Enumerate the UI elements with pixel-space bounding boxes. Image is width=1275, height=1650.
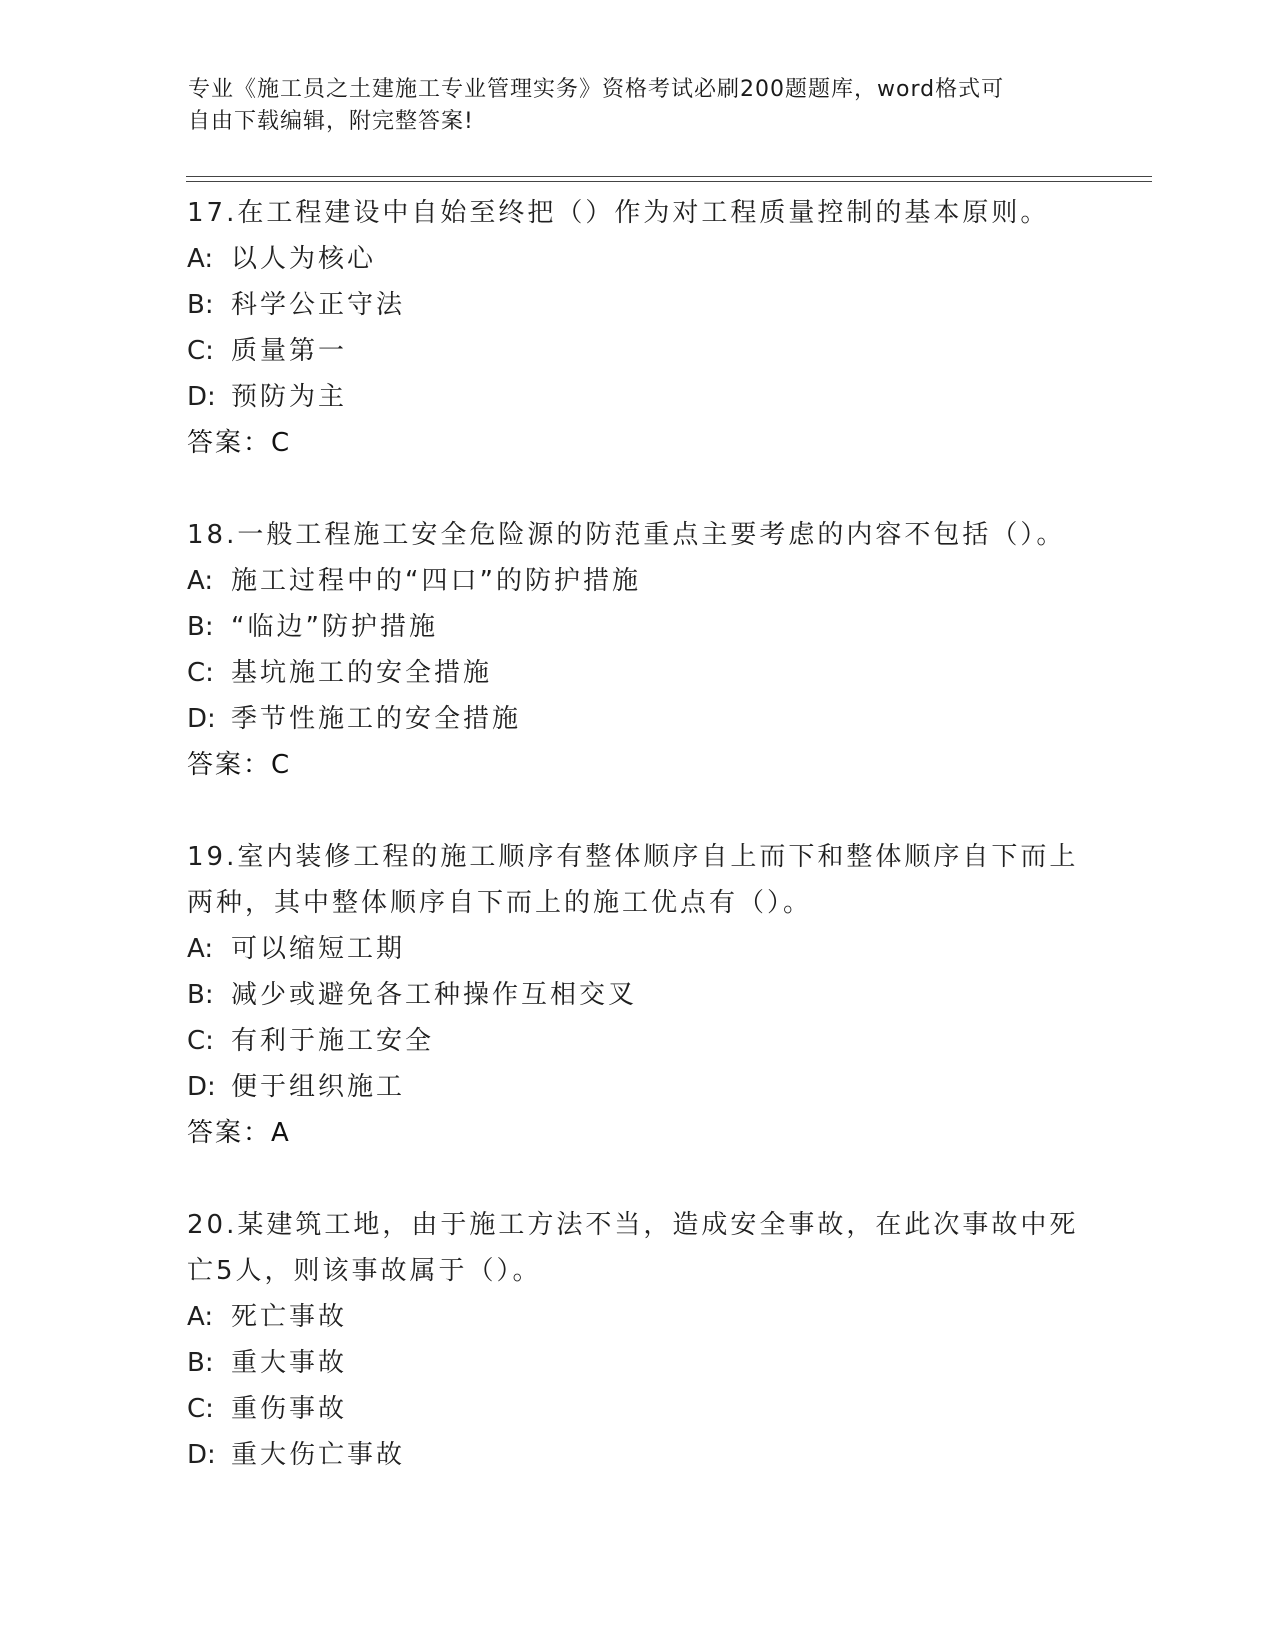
question-stem: 19.室内装修工程的施工顺序有整体顺序自上而下和整体顺序自下而上	[187, 842, 1079, 872]
option-key: C:	[187, 1026, 214, 1056]
answer-option	[187, 604, 1087, 650]
question-stem: 两种，其中整体顺序自下而上的施工优点有（）。	[187, 888, 813, 918]
header-divider-top	[186, 176, 1152, 177]
question-list	[187, 190, 1087, 1524]
option-key: A:	[187, 1302, 214, 1332]
answer-line: 答案：C	[187, 428, 292, 458]
option-text: 便于组织施工	[231, 1072, 406, 1102]
option-text: 基坑施工的安全措施	[231, 658, 493, 688]
answer-option	[187, 972, 1087, 1018]
answer-option	[187, 282, 1087, 328]
header-divider-bottom	[186, 181, 1152, 182]
header-line-1: 专业《施工员之土建施工专业管理实务》资格考试必刷200题题库，word格式可	[188, 77, 1005, 102]
option-key: A:	[187, 566, 214, 596]
option-text: 质量第一	[231, 336, 348, 366]
answer-option	[187, 374, 1087, 420]
answer-option	[187, 558, 1087, 604]
answer-option	[187, 1432, 1087, 1478]
answer-line: 答案：A	[187, 1118, 291, 1148]
answer-option	[187, 650, 1087, 696]
option-text: 重大伤亡事故	[231, 1440, 406, 1470]
answer-option	[187, 696, 1087, 742]
option-text: 季节性施工的安全措施	[231, 704, 522, 734]
option-key: B:	[187, 1348, 214, 1378]
option-text: 预防为主	[231, 382, 348, 412]
option-text: 科学公正守法	[231, 290, 406, 320]
option-text: 重大事故	[231, 1348, 348, 1378]
answer-option	[187, 926, 1087, 972]
option-key: C:	[187, 336, 214, 366]
option-text: 有利于施工安全	[231, 1026, 435, 1056]
question-block	[187, 512, 1087, 788]
option-text: 死亡事故	[231, 1302, 348, 1332]
answer-option	[187, 1294, 1087, 1340]
answer-line: 答案：C	[187, 750, 292, 780]
question-stem: 亡5人，则该事故属于（）。	[187, 1256, 542, 1286]
answer-option	[187, 328, 1087, 374]
option-text: 施工过程中的“四口”的防护措施	[231, 566, 641, 596]
option-key: D:	[187, 1440, 216, 1470]
option-key: C:	[187, 658, 214, 688]
option-key: A:	[187, 934, 214, 964]
option-text: 重伤事故	[231, 1394, 348, 1424]
question-block	[187, 834, 1087, 1156]
question-stem: 18.一般工程施工安全危险源的防范重点主要考虑的内容不包括（）。	[187, 520, 1066, 550]
answer-option	[187, 1386, 1087, 1432]
question-block	[187, 1202, 1087, 1478]
question-stem: 20.某建筑工地，由于施工方法不当，造成安全事故，在此次事故中死	[187, 1210, 1079, 1240]
answer-option	[187, 1340, 1087, 1386]
option-key: B:	[187, 290, 214, 320]
document-header	[188, 74, 1088, 138]
option-key: C:	[187, 1394, 214, 1424]
option-text: 减少或避免各工种操作互相交叉	[231, 980, 638, 1010]
option-key: B:	[187, 980, 214, 1010]
answer-option	[187, 236, 1087, 282]
option-key: A:	[187, 244, 214, 274]
option-text: 可以缩短工期	[231, 934, 406, 964]
option-key: B:	[187, 612, 214, 642]
question-stem: 17.在工程建设中自始至终把（）作为对工程质量控制的基本原则。	[187, 198, 1050, 228]
option-text: “临边”防护措施	[231, 612, 438, 642]
option-key: D:	[187, 704, 216, 734]
question-block	[187, 190, 1087, 466]
option-key: D:	[187, 382, 216, 412]
header-line-2: 自由下载编辑，附完整答案!	[188, 109, 474, 134]
option-key: D:	[187, 1072, 216, 1102]
option-text: 以人为核心	[231, 244, 377, 274]
answer-option	[187, 1018, 1087, 1064]
answer-option	[187, 1064, 1087, 1110]
